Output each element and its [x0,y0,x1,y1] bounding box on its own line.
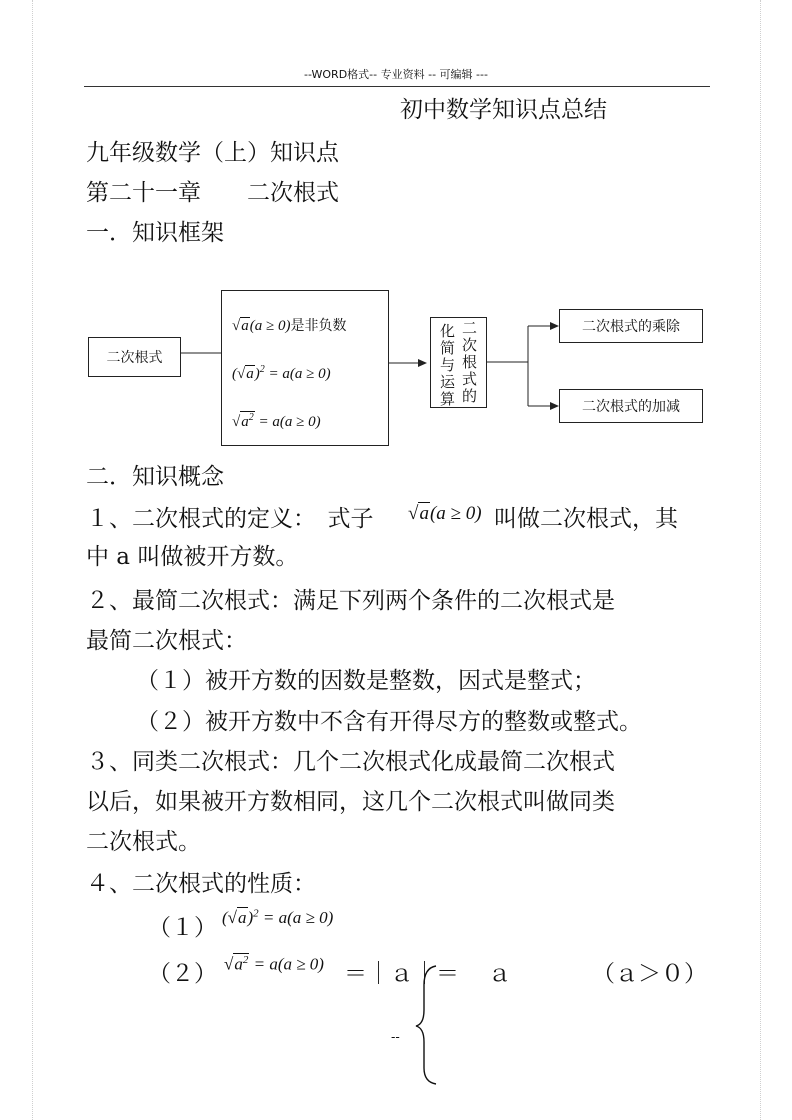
case-placeholder-dash: -- [391,1030,400,1045]
definition-line-1b: 叫做二次根式，其 [494,506,678,532]
simplify-label: 化简与运算 [440,322,456,408]
simplest-line-a: ２、最简二次根式：满足下列两个条件的二次根式是 [86,588,615,614]
radicand: a [241,318,249,334]
equation-rhs: = a(a ≥ 0) [268,366,331,382]
radicand: a [419,503,429,524]
document-title: 初中数学知识点总结 [400,97,607,123]
page-header: --WORD格式-- 专业资料 -- 可编辑 --- [304,68,488,81]
radicand: a [241,414,249,430]
property-root-of-square: $√a^2 = a(a \ge 0)$ [232,412,321,430]
condition: (a ≥ 0) [249,318,291,334]
equation-rhs: = a(a ≥ 0) [262,908,334,927]
property-1-label: （１） [148,915,217,941]
section-framework-heading: 一．知识框架 [86,220,224,246]
simplest-line-b: 最简二次根式： [86,628,247,654]
property-2-formula: $√a^2 = a(a \ge 0)$ [224,954,324,974]
op-multiply-divide-label: 二次根式的乘除 [582,319,680,335]
exponent: 2 [259,364,265,375]
definition-formula: √a(a ≥ 0) [408,503,482,524]
exponent: 2 [253,907,259,920]
nonnegative-label: 是非负数 [290,318,347,334]
property-2-abs: ＝｜ａ｜＝ [344,961,459,987]
similar-line-a: ３、同类二次根式：几个二次根式化成最简二次根式 [86,749,615,775]
radicand: a [234,954,243,974]
op-add-subtract-node [559,389,703,423]
equation-rhs: = a(a ≥ 0) [258,414,321,430]
similar-line-b: 以后，如果被开方数相同，这几个二次根式叫做同类 [86,789,615,815]
property-square-of-root: $(√a)^2 = a(a \ge 0)$ [232,364,331,382]
properties-box [221,290,389,446]
condition: (a ≥ 0) [429,503,482,524]
grade-heading: 九年级数学（上）知识点 [86,140,339,166]
simplest-condition-1: （１）被开方数的因数是整数，因式是整式； [136,668,596,694]
definition-line-1c: 中 a 叫做被开方数。 [86,544,299,570]
chapter-heading: 第二十一章 二次根式 [86,180,339,206]
radical-label: 二次根式的 [462,319,478,405]
similar-line-c: 二次根式。 [86,829,201,855]
property-nonnegative: √a(a ≥ 0)是非负数 [232,318,347,334]
definition-line-1a: １、二次根式的定义： 式子 [86,506,374,532]
op-add-subtract-label: 二次根式的加减 [582,399,680,415]
property-2-case-value: ａ [488,961,511,987]
property-2-label: （２） [148,961,217,987]
operations-node [430,317,487,408]
equation-rhs: = a(a ≥ 0) [253,954,324,974]
properties-heading: ４、二次根式的性质： [86,871,316,897]
exponent: 2 [248,412,254,423]
property-1-formula: $(√a)^2 = a(a \ge 0)$ [222,907,334,927]
simplest-condition-2: （２）被开方数中不含有开得尽方的整数或整式。 [136,709,642,735]
radicand: a [238,908,247,927]
section-concepts-heading: 二．知识概念 [86,464,224,490]
root-node [88,337,181,377]
radicand: a [246,366,254,382]
root-node-label: 二次根式 [106,350,163,366]
exponent: 2 [242,954,249,966]
op-multiply-divide-node [559,309,703,343]
property-2-case-condition: （ａ＞０） [592,961,707,987]
